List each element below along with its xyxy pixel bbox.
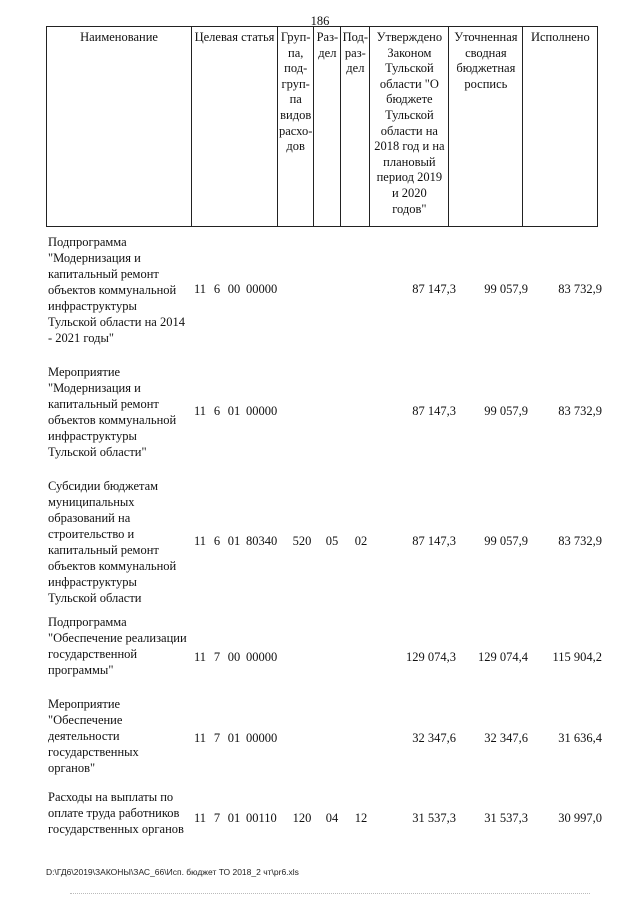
row-refined-cell: 99 057,9 <box>484 534 528 548</box>
row-refined-cell: 99 057,9 <box>484 282 528 296</box>
row-refined-cell: 99 057,9 <box>484 404 528 418</box>
header-executed: Исполнено <box>523 27 598 227</box>
row-t4-cell: 00000 <box>246 650 278 664</box>
row-t4-cell: 00000 <box>246 404 278 418</box>
row-t2-cell: 7 <box>213 811 221 825</box>
row-t2-cell: 6 <box>213 404 221 418</box>
row-t2-cell: 6 <box>213 534 221 548</box>
row-name: Подпрограмма "Модернизация и капитальный ремонт объектов коммунальной инфраструктуры Тульской области на 2014 - 2021 годы" <box>48 235 185 345</box>
row-approved-cell: 32 347,6 <box>412 731 456 745</box>
row-section-cell: 05 <box>325 534 339 548</box>
row-refined-cell: 32 347,6 <box>484 731 528 745</box>
table-header <box>46 26 598 227</box>
row-group-cell: 520 <box>292 534 312 548</box>
header-approved: Утверждено Законом Тульской области "О бюджете Тульской области на 2018 год и на плановый период 2019 и 2020 годов" <box>370 27 449 227</box>
row-approved-cell: 87 147,3 <box>412 534 456 548</box>
row-t3-cell: 01 <box>227 404 241 418</box>
row-t4-cell: 00000 <box>246 282 278 296</box>
row-refined-cell: 129 074,4 <box>478 650 528 664</box>
row-approved-cell: 31 537,3 <box>412 811 456 825</box>
row-name: Субсидии бюджетам муниципальных образований на строительство и капитальный ремонт объектов коммунальной инфраструктуры Тульской области <box>48 479 177 605</box>
row-name: Мероприятие "Модернизация и капитальный ремонт объектов коммунальной инфраструктуры Тульской области" <box>48 365 177 459</box>
row-t3-cell: 01 <box>227 811 241 825</box>
row-subsection-cell: 02 <box>354 534 368 548</box>
row-approved-cell: 129 074,3 <box>406 650 456 664</box>
row-name: Мероприятие "Обеспечение деятельности государственных органов" <box>48 697 139 775</box>
row-approved-cell: 87 147,3 <box>412 282 456 296</box>
row-executed-cell: 83 732,9 <box>558 534 602 548</box>
row-t3-cell: 00 <box>227 282 241 296</box>
row-executed-cell: 83 732,9 <box>558 404 602 418</box>
row-t1-cell: 11 <box>193 650 207 664</box>
row-t4-cell: 00110 <box>246 811 277 825</box>
header-section: Раз- дел <box>314 27 341 227</box>
row-t1-cell: 11 <box>193 404 207 418</box>
row-section-cell: 04 <box>325 811 339 825</box>
dotted-divider <box>70 893 590 895</box>
row-t2-cell: 7 <box>213 650 221 664</box>
row-t4-cell: 00000 <box>246 731 278 745</box>
page-number: 186 <box>310 14 330 28</box>
row-refined-cell: 31 537,3 <box>484 811 528 825</box>
file-path-footer: D:\ГД6\2019\ЗАКОНЫ\ЗАС_66\Исп. бюджет ТО 2018_2 чт\pr6.xls <box>46 867 299 877</box>
row-executed-cell: 115 904,2 <box>552 650 602 664</box>
row-t1-cell: 11 <box>193 731 207 745</box>
row-t1-cell: 11 <box>193 282 207 296</box>
row-name: Расходы на выплаты по оплате труда работников государственных органов <box>48 790 184 836</box>
row-approved-cell: 87 147,3 <box>412 404 456 418</box>
row-executed-cell: 83 732,9 <box>558 282 602 296</box>
row-t1-cell: 11 <box>193 811 207 825</box>
row-t1-cell: 11 <box>193 534 207 548</box>
row-t3-cell: 00 <box>227 650 241 664</box>
row-name: Подпрограмма "Обеспечение реализации государственной программы" <box>48 615 187 677</box>
row-executed-cell: 30 997,0 <box>558 811 602 825</box>
header-name: Наименование <box>47 27 192 227</box>
row-t3-cell: 01 <box>227 534 241 548</box>
row-t3-cell: 01 <box>227 731 241 745</box>
row-subsection-cell: 12 <box>354 811 368 825</box>
row-group-cell: 120 <box>292 811 312 825</box>
header-refined: Уточненная сводная бюджетная роспись <box>449 27 523 227</box>
header-group: Груп- па, под- груп- па видов расхо- дов <box>278 27 314 227</box>
header-target: Целевая статья <box>192 27 278 227</box>
row-t2-cell: 6 <box>213 282 221 296</box>
row-t4-cell: 80340 <box>246 534 278 548</box>
row-executed-cell: 31 636,4 <box>558 731 602 745</box>
row-t2-cell: 7 <box>213 731 221 745</box>
header-subsection: Под- раз- дел <box>341 27 370 227</box>
